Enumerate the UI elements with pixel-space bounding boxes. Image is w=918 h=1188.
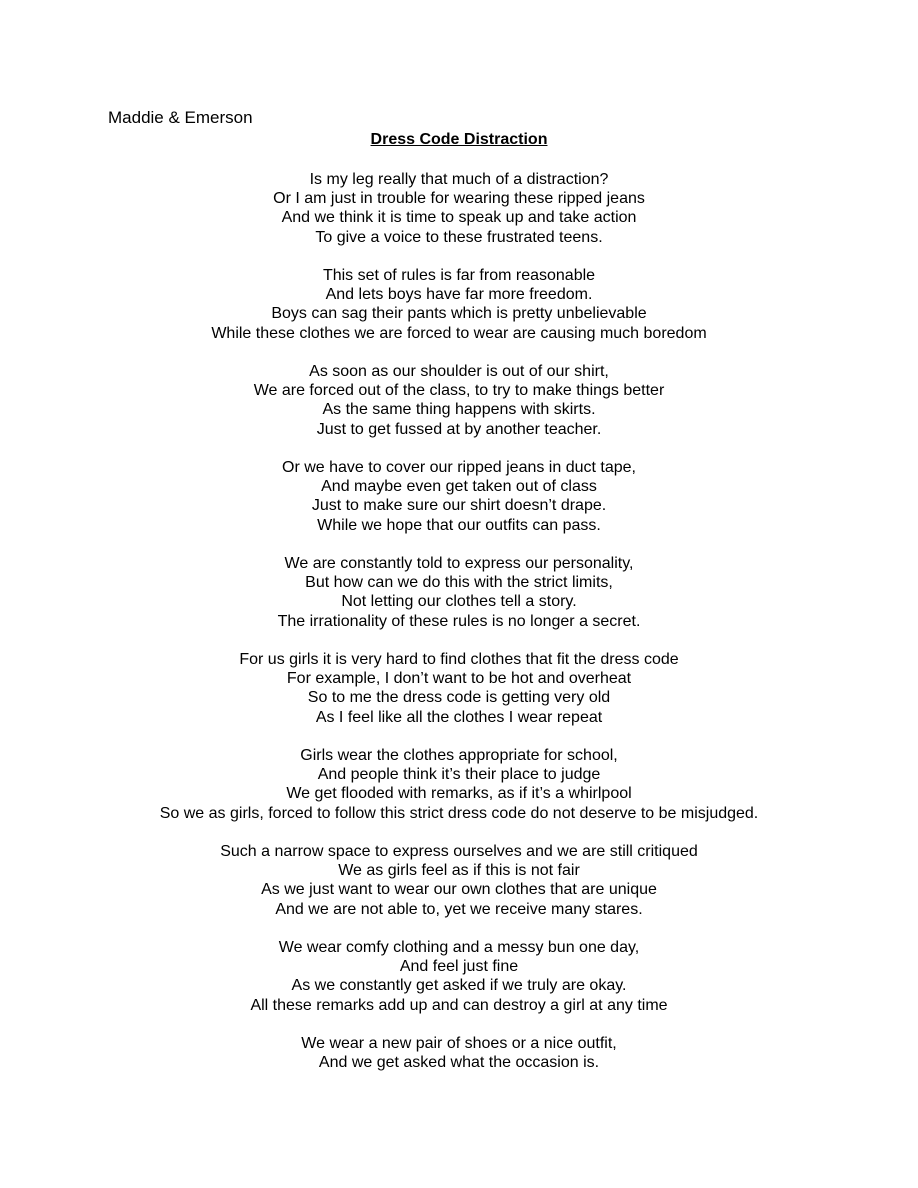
poem-line: Just to get fussed at by another teacher. [316, 420, 602, 438]
poem-line: As soon as our shoulder is out of our shirt, [309, 363, 609, 380]
poem-stanza [0, 842, 918, 919]
poem-line: But how can we do this with the strict limits, [305, 574, 613, 592]
poem-stanza [0, 554, 918, 631]
poem-stanza [0, 170, 918, 247]
poem-line: For us girls it is very hard to find clothes that fit the dress code [239, 651, 679, 668]
poem-line: Or we have to cover our ripped jeans in duct tape, [282, 459, 636, 476]
poem-stanza [0, 938, 918, 1015]
poem-line: Is my leg really that much of a distraction? [309, 171, 609, 188]
poem-line: And lets boys have far more freedom. [325, 286, 593, 304]
poem-line: To give a voice to these frustrated teens. [315, 228, 603, 246]
poem-line: While these clothes we are forced to wear are causing much boredom [211, 324, 707, 342]
poem-line: So to me the dress code is getting very old [307, 689, 611, 707]
poem-line: And feel just fine [399, 958, 519, 976]
poem-line: Not letting our clothes tell a story. [341, 593, 577, 611]
poem-stanza [0, 746, 918, 823]
poem-body [0, 170, 918, 1092]
poem-stanza [0, 362, 918, 439]
poem-line: And people think it’s their place to judge [317, 766, 601, 784]
poem-line: We are forced out of the class, to try to make things better [253, 382, 665, 400]
poem-line: As the same thing happens with skirts. [322, 401, 596, 419]
poem-line: And maybe even get taken out of class [321, 478, 597, 496]
poem-line: While we hope that our outfits can pass. [317, 516, 601, 534]
poem-line: For example, I don’t want to be hot and overheat [286, 670, 632, 688]
poem-line: We are constantly told to express our personality, [284, 555, 634, 572]
poem-line: We as girls feel as if this is not fair [338, 862, 580, 880]
poem-line: We wear a new pair of shoes or a nice outfit, [301, 1035, 617, 1052]
poem-line: We wear comfy clothing and a messy bun one day, [278, 939, 640, 956]
poem-stanza [0, 1034, 918, 1072]
poem-line: The irrationality of these rules is no longer a secret. [277, 612, 641, 630]
poem-line: This set of rules is far from reasonable [322, 267, 596, 284]
poem-line: And we are not able to, yet we receive many stares. [275, 900, 643, 918]
poem-stanza [0, 650, 918, 727]
poem-line: Or I am just in trouble for wearing these ripped jeans [273, 190, 645, 208]
poem-line: All these remarks add up and can destroy a girl at any time [250, 996, 668, 1014]
poem-line: Boys can sag their pants which is pretty unbelievable [271, 305, 647, 323]
poem-line: As I feel like all the clothes I wear repeat [315, 708, 603, 726]
poem-line: We get flooded with remarks, as if it’s a whirlpool [286, 785, 632, 803]
poem-line: Such a narrow space to express ourselves and we are still critiqued [220, 843, 698, 860]
poem-line: And we think it is time to speak up and take action [281, 209, 637, 227]
poem-stanza [0, 266, 918, 343]
poem-line: As we constantly get asked if we truly are okay. [291, 977, 627, 995]
poem-line: So we as girls, forced to follow this strict dress code do not deserve to be misjudged. [159, 804, 759, 822]
poem-line: And we get asked what the occasion is. [318, 1054, 600, 1072]
poem-line: Just to make sure our shirt doesn’t drape. [311, 497, 607, 515]
poem-line: As we just want to wear our own clothes that are unique [261, 881, 657, 899]
authors-line: Maddie & Emerson [108, 108, 253, 127]
poem-line: Girls wear the clothes appropriate for school, [300, 747, 618, 764]
poem-stanza [0, 458, 918, 535]
poem-title: Dress Code Distraction [370, 131, 548, 148]
